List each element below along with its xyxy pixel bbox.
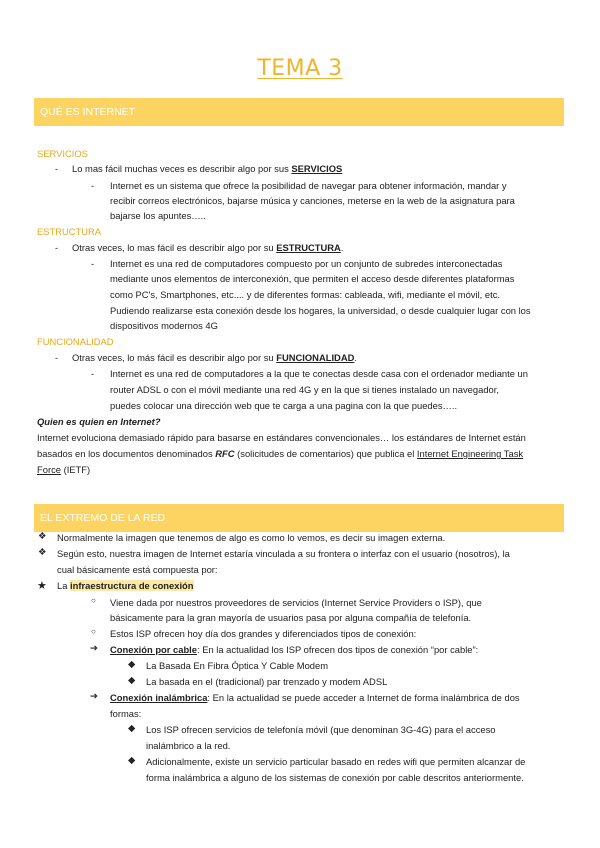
circle-line: Viene dada por nuestros proveedores de servicios (Internet Service Providers o ISP), que: [110, 597, 482, 608]
quien-heading: Quien es quien en Internet?: [37, 416, 161, 427]
dash-bullet: -: [55, 242, 59, 253]
dash-bullet: -: [55, 352, 59, 363]
estructura-line: como PC's, Smartphones, etc.... y de diferentes formas: cableada, wifi, mediante el móvil, etc.: [110, 289, 500, 300]
wifi-item: inalámbrico a la red.: [146, 740, 231, 751]
diamond-solid-bullet-icon: ◆: [128, 755, 136, 766]
bullet-line: Según esto, nuestra imagen de Internet estaría vinculada a su frontera o interfaz con el usuario (nosotros), la: [57, 548, 510, 559]
star-line: La infraestructura de conexión: [57, 580, 194, 591]
servicios-intro: Lo mas fácil muchas veces es describir algo por sus SERVICIOS: [72, 163, 343, 174]
estructura-line: dispositivos modernos 4G: [110, 320, 218, 331]
circle-line: básicamente para la gran mayoría de usuarios pasa por alguna compañía de telefonía.: [110, 612, 472, 623]
bullet-line: Normalmente la imagen que tenemos de algo es como lo vemos, es decir su imagen externa.: [57, 532, 446, 543]
estructura-line: mediante unos elementos de interconexión, que permiten el acceso desde diferentes plataformas: [110, 273, 515, 284]
diamond-solid-bullet-icon: ◆: [128, 675, 136, 686]
dash-bullet: -: [91, 258, 95, 269]
star-bullet-icon: ★: [37, 580, 47, 592]
circle-bullet-icon: ○: [91, 627, 96, 636]
circle-line: Estos ISP ofrecen hoy día dos grandes y diferenciados tipos de conexión:: [110, 628, 417, 639]
wifi-keyword: Conexión inalámbrica: [110, 692, 208, 703]
section-heading: EL EXTREMO DE LA RED: [40, 512, 166, 524]
wifi-line: formas:: [110, 708, 142, 719]
arrow-bullet-icon: ➔: [90, 643, 98, 654]
wifi-item: Los ISP ofrecen servicios de telefonía móvil (que denominan 3G-4G) para el acceso: [146, 724, 496, 735]
estructura-intro: Otras veces, lo mas fácil es describir algo por su ESTRUCTURA.: [72, 242, 344, 253]
wifi-line: Conexión inalámbrica: En la actualidad se puede acceder a Internet de forma inalámbrica de dos: [110, 692, 520, 703]
rfc-term: RFC: [215, 448, 235, 459]
ietf-link-cont[interactable]: Force: [37, 464, 61, 475]
diamond-solid-bullet-icon: ◆: [128, 659, 136, 670]
servicios-line: Internet es un sistema que ofrece la posibilidad de navegar para obtener información, mandar y: [110, 180, 507, 191]
dash-bullet: -: [55, 163, 59, 174]
servicios-keyword: SERVICIOS: [291, 163, 343, 174]
arrow-bullet-icon: ➔: [90, 691, 98, 702]
dash-bullet: -: [91, 180, 95, 191]
funcionalidad-label: FUNCIONALIDAD: [37, 336, 114, 347]
estructura-line: Pudiendo realizarse esta conexión desde los hogares, la universidad, o desde cualquier lugar con los: [110, 305, 531, 316]
estructura-line: Internet es una red de computadores compuesto por un conjunto de subredes interconectadas: [110, 258, 503, 269]
bullet-line: cual básicamente está compuesta por:: [57, 564, 218, 575]
funcionalidad-keyword: FUNCIONALIDAD: [276, 352, 355, 363]
servicios-line: bajarse los apuntes…..: [110, 210, 206, 221]
ietf-link[interactable]: Internet Engineering Task: [416, 448, 524, 459]
cable-keyword: Conexión por cable: [110, 644, 197, 655]
dash-bullet: -: [91, 368, 95, 379]
page-title: TEMA 3: [257, 56, 343, 81]
diamond-bullet-icon: ❖: [38, 531, 47, 542]
wifi-item: Adicionalmente, existe un servicio particular basado en redes wifi que permiten alcanzar de: [146, 756, 526, 767]
cable-item: La basada en el (tradicional) par trenzado y modem ADSL: [146, 676, 388, 687]
circle-bullet-icon: ○: [91, 596, 96, 605]
funcionalidad-line: Internet es una red de computadores a la que te conectas desde casa con el ordenador mediante un: [110, 368, 528, 379]
section-heading: QUÉ ES INTERNET: [40, 106, 136, 118]
servicios-line: recibir correos electrónicos, bajarse música y canciones, meterse en la web de la asignatura para: [110, 195, 515, 206]
section-banner-que-es-internet: [34, 98, 564, 126]
quien-line: Force (IETF): [37, 464, 91, 475]
funcionalidad-intro: Otras veces, lo más fácil es describir algo por su FUNCIONALIDAD.: [72, 352, 357, 363]
section-banner-el-extremo-de-la-red: [34, 504, 564, 532]
wifi-item: forma inalámbrica a alguno de los sistemas de conexión por cable descritos anteriormente.: [146, 772, 524, 783]
estructura-label: ESTRUCTURA: [37, 226, 102, 237]
cable-item: La Basada En Fibra Óptica Y Cable Modem: [146, 660, 329, 671]
diamond-bullet-icon: ❖: [38, 547, 47, 558]
quien-line: basados en los documentos denominados RFC (solicitudes de comentarios) que publica el Internet Engineering Task: [37, 448, 524, 459]
cable-line: Conexión por cable: En la actualidad los ISP ofrecen dos tipos de conexión “por cable”:: [110, 644, 479, 655]
funcionalidad-line: router ADSL o con el móvil mediante una red 4G y en la que si tienes instalado un navegador,: [110, 384, 499, 395]
quien-line: Internet evoluciona demasiado rápido para basarse en estándares convencionales… los estándares de Internet están: [37, 432, 526, 443]
estructura-keyword: ESTRUCTURA: [276, 242, 341, 253]
infraestructura-keyword: infraestructura de conexión: [70, 580, 194, 591]
funcionalidad-line: puedes colocar una dirección web que te carga a una pagina con la que puedes…..: [110, 400, 458, 411]
servicios-label: SERVICIOS: [37, 148, 88, 159]
diamond-solid-bullet-icon: ◆: [128, 723, 136, 734]
